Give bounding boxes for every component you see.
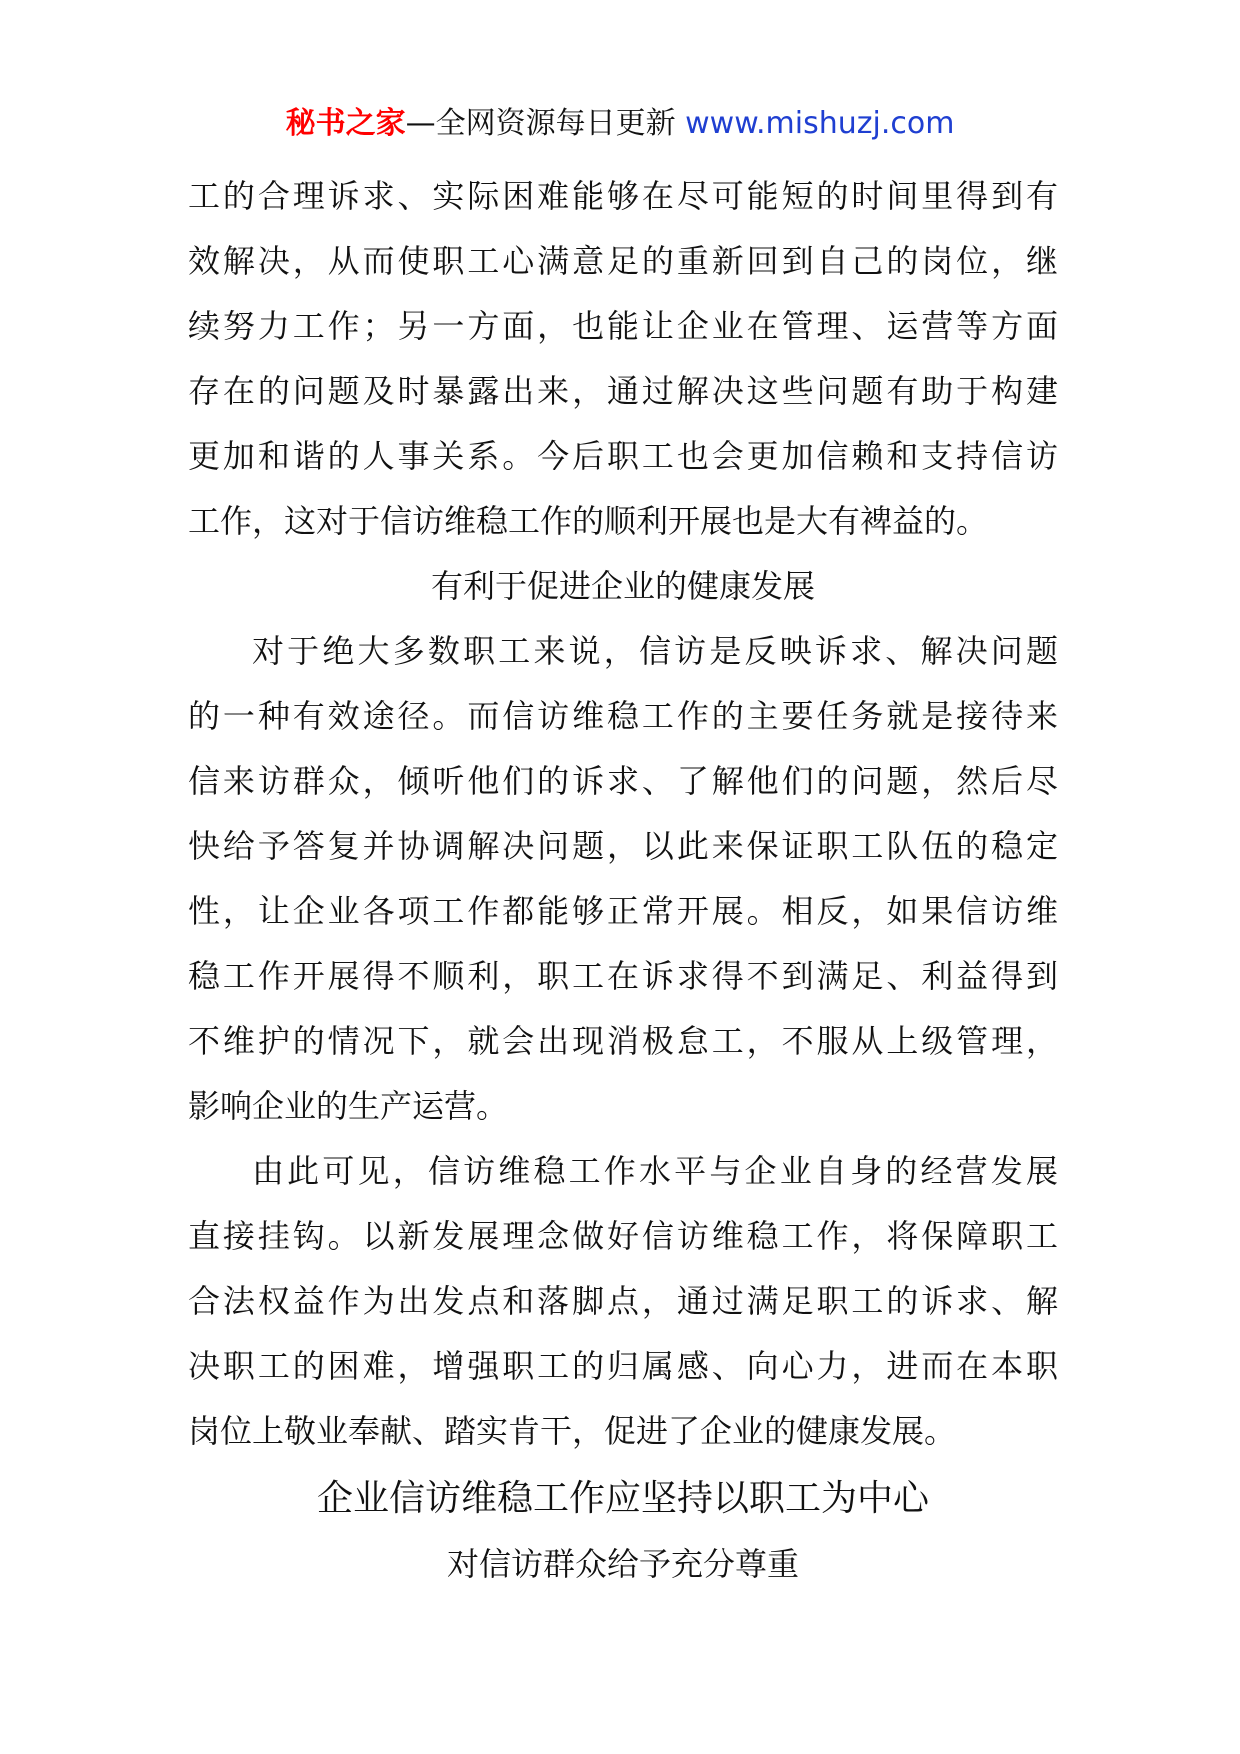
text-line: 效解决，从而使职工心满意足的重新回到自己的岗位，继 (188, 242, 1058, 280)
text-line: 岗位上敬业奉献、踏实肯干，促进了企业的健康发展。 (188, 1412, 957, 1450)
document-body (188, 164, 1058, 1594)
text-line: 对于绝大多数职工来说，信访是反映诉求、解决问题 (252, 632, 1058, 670)
text-line: 更加和谐的人事关系。今后职工也会更加信赖和支持信访 (188, 437, 1058, 475)
text-line: 快给予答复并协调解决问题，以此来保证职工队伍的稳定 (188, 827, 1058, 865)
paragraph-2 (188, 619, 1058, 1139)
page-header (0, 102, 1240, 146)
header-tagline: —全网资源每日更新 (405, 106, 686, 141)
text-line: 不维护的情况下，就会出现消极怠工，不服从上级管理， (188, 1022, 1058, 1060)
section-subheading: 有利于促进企业的健康发展 (430, 567, 815, 605)
website-link[interactable]: www.mishuzj.com (685, 106, 955, 141)
paragraph-3 (188, 1139, 1058, 1464)
text-line: 影响企业的生产运营。 (188, 1087, 509, 1125)
text-line: 工作，这对于信访维稳工作的顺利开展也是大有裨益的。 (188, 502, 989, 540)
text-line: 稳工作开展得不顺利，职工在诉求得不到满足、利益得到 (188, 957, 1058, 995)
text-line: 由此可见，信访维稳工作水平与企业自身的经营发展 (252, 1152, 1058, 1190)
section-heading: 企业信访维稳工作应坚持以职工为中心 (316, 1478, 929, 1519)
text-line: 信来访群众，倾听他们的诉求、了解他们的问题，然后尽 (188, 762, 1058, 800)
paragraph-1 (188, 164, 1058, 554)
brand-name: 秘书之家 (285, 106, 406, 141)
text-line: 的一种有效途径。而信访维稳工作的主要任务就是接待来 (188, 697, 1058, 735)
text-line: 直接挂钩。以新发展理念做好信访维稳工作，将保障职工 (188, 1217, 1058, 1255)
section-subheading-2: 对信访群众给予充分尊重 (446, 1545, 799, 1583)
text-line: 续努力工作；另一方面，也能让企业在管理、运营等方面 (188, 307, 1058, 345)
text-line: 存在的问题及时暴露出来，通过解决这些问题有助于构建 (188, 372, 1058, 410)
text-line: 工的合理诉求、实际困难能够在尽可能短的时间里得到有 (188, 177, 1058, 215)
text-line: 决职工的困难，增强职工的归属感、向心力，进而在本职 (188, 1347, 1058, 1385)
text-line: 性，让企业各项工作都能够正常开展。相反，如果信访维 (188, 892, 1058, 930)
text-line: 合法权益作为出发点和落脚点，通过满足职工的诉求、解 (188, 1282, 1058, 1320)
